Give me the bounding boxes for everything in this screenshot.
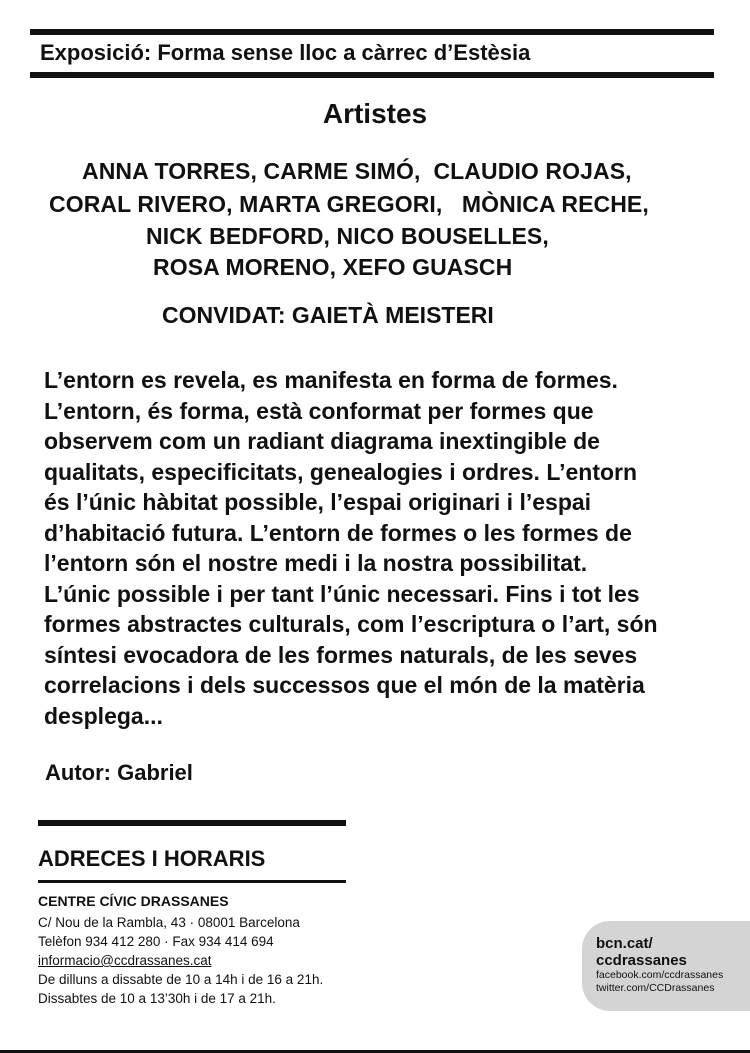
header-bottom-rule xyxy=(30,72,714,78)
guest-artist: CONVIDAT: GAIETÀ MEISTERI xyxy=(162,302,494,328)
description-line: L’entorn, és forma, està conformat per formes que xyxy=(44,397,594,424)
artist-line: ANNA TORRES, CARME SIMÓ, CLAUDIO ROJAS, xyxy=(82,158,632,184)
addresses-top-rule xyxy=(38,820,346,826)
description-line: formes abstractes culturals, com l’escriptura o l’art, són xyxy=(44,611,658,637)
description-line: l’entorn són el nostre medi i la nostra possibilitat. xyxy=(44,550,588,576)
email-link[interactable]: informacio@ccdrassanes.cat xyxy=(38,953,212,968)
badge-url-line1[interactable]: bcn.cat/ xyxy=(596,935,653,952)
hours-weekdays: De dilluns a dissabte de 10 a 14h i de 16 a 21h. xyxy=(38,972,324,987)
description-line: correlacions i dels successos que el món de la matèria xyxy=(44,672,645,698)
addresses-heading: ADRECES I HORARIS xyxy=(38,846,266,871)
exhibition-title: Exposició: Forma sense lloc a càrrec d’Estèsia xyxy=(40,40,531,65)
twitter-link[interactable]: twitter.com/CCDrassanes xyxy=(596,982,715,994)
description-line: desplega... xyxy=(44,702,163,729)
web-badge-text xyxy=(596,935,723,995)
badge-url-line2[interactable]: ccdrassanes xyxy=(596,952,687,969)
artists-heading: Artistes xyxy=(322,98,428,129)
author: Autor: Gabriel xyxy=(45,760,193,785)
artist-line: CORAL RIVERO, MARTA GREGORI, MÒNICA RECHE, xyxy=(49,191,649,217)
description-line: qualitats, especificitats, genealogies i ordres. L’entorn xyxy=(44,458,638,485)
address-block xyxy=(38,913,323,1008)
description-line: és l’únic hàbitat possible, l’espai originari i l’espai xyxy=(44,489,592,515)
description-line: L’únic possible i per tant l’únic necessari. Fins i tot les xyxy=(44,580,640,607)
description-line: d’habitació futura. L’entorn de formes o les formes de xyxy=(44,519,632,546)
addresses-bottom-rule xyxy=(38,880,346,883)
artist-line: ROSA MORENO, XEFO GUASCH xyxy=(153,254,513,280)
description-line: L’entorn es revela, es manifesta en forma de formes. xyxy=(44,367,618,393)
phone-fax: Telèfon 934 412 280 · Fax 934 414 694 xyxy=(38,934,274,949)
header-top-rule xyxy=(30,29,714,35)
description-line: observem com un radiant diagrama inextingible de xyxy=(44,428,600,454)
centre-name: CENTRE CÍVIC DRASSANES xyxy=(38,893,229,909)
artist-line: NICK BEDFORD, NICO BOUSELLES, xyxy=(146,223,549,249)
hours-saturday: Dissabtes de 10 a 13’30h i de 17 a 21h. xyxy=(38,991,276,1006)
exhibition-description xyxy=(44,365,734,731)
description-line: síntesi evocadora de les formes naturals, de les seves xyxy=(44,641,638,668)
facebook-link[interactable]: facebook.com/ccdrassanes xyxy=(596,969,724,981)
street-address: C/ Nou de la Rambla, 43 · 08001 Barcelona xyxy=(38,915,300,930)
